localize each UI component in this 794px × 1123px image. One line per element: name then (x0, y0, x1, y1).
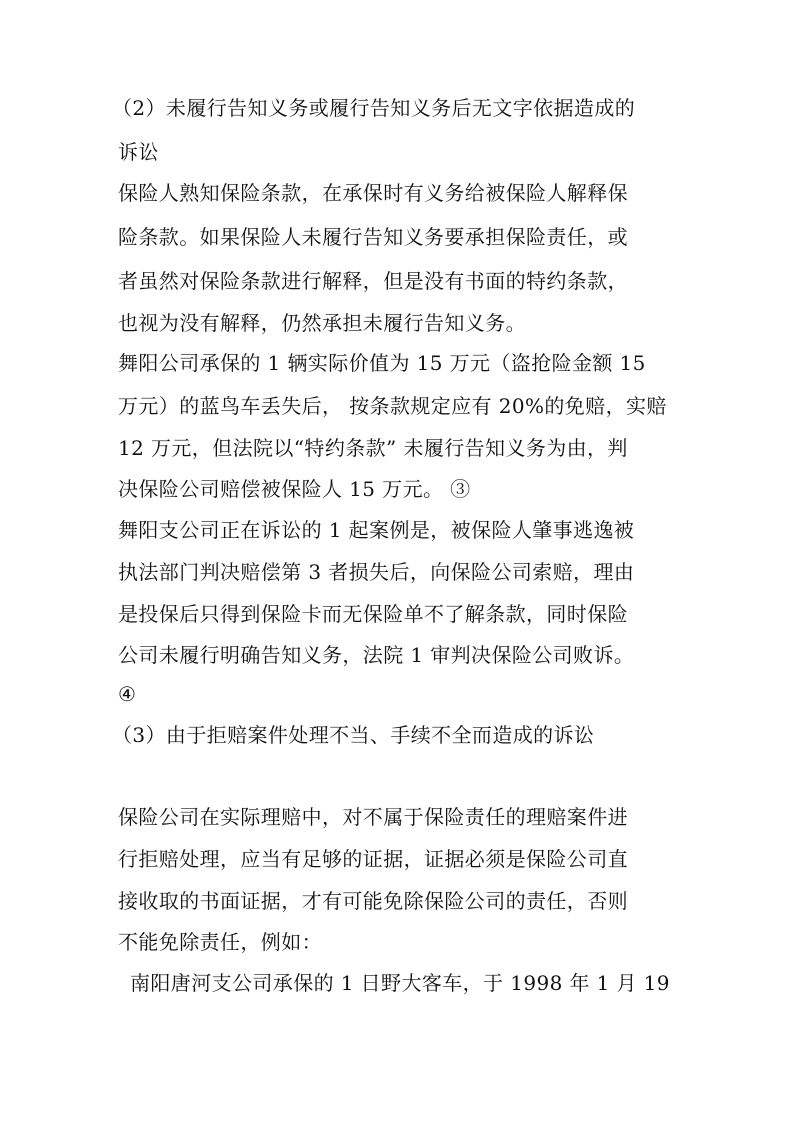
paragraph-line: 万元）的蓝鸟车丢失后， 按条款规定应有 20%的免赔，实赔 (118, 394, 667, 418)
paragraph-line: 者虽然对保险条款进行解释，但是没有书面的特约条款， (118, 269, 628, 293)
paragraph-line: 不能免除责任，例如： (118, 930, 322, 954)
paragraph-line: 南阳唐河支公司承保的 1 日野大客车，于 1998 年 1 月 19 (130, 971, 670, 995)
footnote-marker: ④ (118, 682, 137, 706)
paragraph-line: 12 万元，但法院以“特约条款” 未履行告知义务为由，判 (118, 436, 628, 460)
paragraph-line: 舞阳支公司正在诉讼的 1 起案例是，被保险人肇事逃逸被 (118, 518, 635, 542)
paragraph-line: 公司未履行明确告知义务，法院 1 审判决保险公司败诉。 (118, 643, 635, 667)
heading-section-2-continued: 诉讼 (118, 140, 159, 164)
paragraph-line: 舞阳公司承保的 1 辆实际价值为 15 万元（盗抢险金额 15 (118, 351, 646, 375)
paragraph-line: 执法部门判决赔偿第 3 者损失后，向保险公司索赔，理由 (118, 560, 635, 584)
paragraph-line: 行拒赔处理，应当有足够的证据，证据必须是保险公司直 (118, 847, 628, 871)
paragraph-line: 是投保后只得到保险卡而无保险单不了解条款，同时保险 (118, 602, 628, 626)
paragraph-line: 决保险公司赔偿被保险人 15 万元。 ③ (118, 477, 471, 501)
paragraph-line: 保险公司在实际理赔中，对不属于保险责任的理赔案件进 (118, 805, 628, 829)
paragraph-line: 保险人熟知保险条款，在承保时有义务给被保险人解释保 (118, 181, 628, 205)
paragraph-line: 险条款。如果保险人未履行告知义务要承担保险责任，或 (118, 225, 628, 249)
paragraph-line: 接收取的书面证据，才有可能免除保险公司的责任，否则 (118, 889, 628, 913)
heading-section-2: （2）未履行告知义务或履行告知义务后无文字依据造成的 (112, 96, 636, 120)
heading-section-3: （3）由于拒赔案件处理不当、手续不全而造成的诉讼 (112, 723, 595, 747)
paragraph-line: 也视为没有解释，仍然承担未履行告知义务。 (118, 311, 526, 335)
